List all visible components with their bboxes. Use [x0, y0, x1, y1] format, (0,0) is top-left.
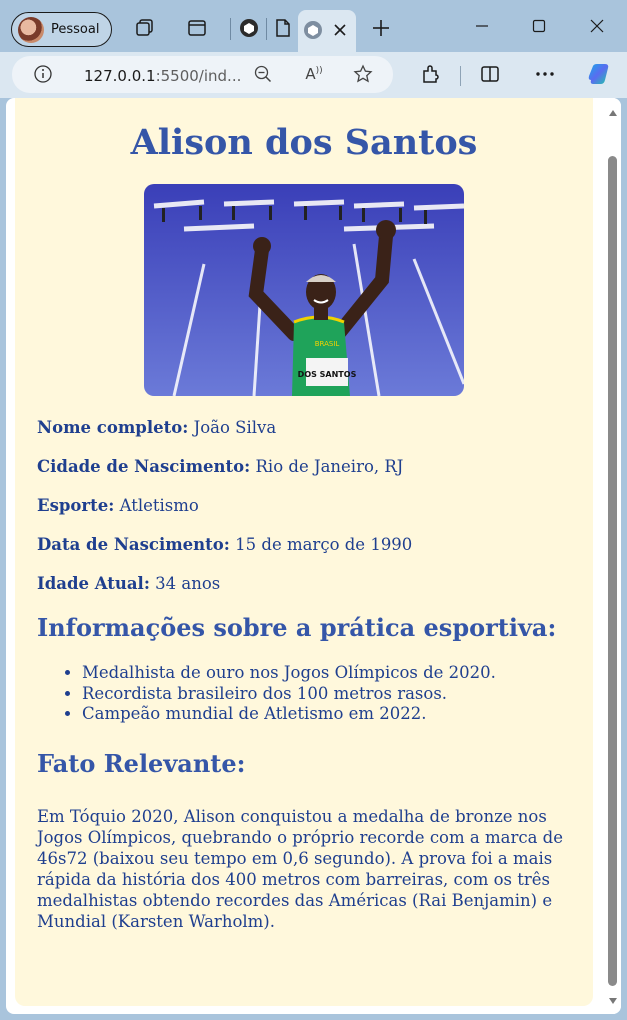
profile-label: Pessoal	[51, 22, 100, 37]
fact-paragraph: Em Tóquio 2020, Alison conquistou a medalha de bronze nos Jogos Olímpicos, quebrando o próprio recorde com a marca de 46s72 (baixou seu tempo em 0,6 segundo). A prova foi a mais rápida da história dos 400 metros com barreiras, com os três medalhistas obtendo recordes das Américas (Rai Benjamin) e Mundial (Karsten Warholm).	[37, 806, 563, 931]
extensions-icon[interactable]	[418, 62, 442, 86]
profile-button[interactable]	[11, 12, 112, 47]
minimize-icon[interactable]	[470, 14, 494, 38]
fact-birth-date: Data de Nascimento: 15 de março de 1990	[37, 535, 413, 554]
close-window-icon[interactable]	[585, 14, 609, 38]
list-item: • Medalhista de ouro nos Jogos Olímpicos de 2020.	[82, 663, 571, 684]
fact-sport: Esporte: Atletismo	[37, 496, 199, 515]
maximize-icon[interactable]	[527, 14, 551, 38]
close-tab-icon[interactable]	[329, 19, 351, 41]
url-host: 127.0.0.1	[84, 67, 156, 85]
page-viewport	[6, 98, 621, 1014]
section-heading-practice: Informações sobre a prática esportiva:	[37, 613, 557, 642]
address-bar[interactable]	[12, 56, 393, 93]
athlete-photo	[144, 184, 464, 396]
scroll-down-icon[interactable]	[608, 996, 618, 1006]
url-text[interactable]	[84, 67, 241, 85]
scroll-up-icon[interactable]	[608, 108, 618, 118]
list-item: • Campeão mundial de Atletismo em 2022.	[82, 704, 571, 725]
more-options-icon[interactable]	[533, 62, 557, 86]
title-bar	[0, 0, 627, 58]
facts-list	[37, 418, 571, 594]
copilot-icon[interactable]	[585, 60, 613, 88]
new-tab-icon[interactable]	[370, 17, 392, 39]
tab-favicon-app[interactable]	[238, 17, 260, 39]
fact-birth-city: Cidade de Nascimento: Rio de Janeiro, RJ	[37, 457, 404, 476]
tab-actions-icon[interactable]	[186, 17, 208, 39]
page-title: Alison dos Santos	[130, 122, 478, 163]
url-path: :5500/ind...	[155, 67, 242, 85]
list-item: • Recordista brasileiro dos 100 metros rasos.	[82, 684, 571, 705]
tab-favicon-document[interactable]	[272, 17, 294, 39]
workspaces-icon[interactable]	[134, 17, 156, 39]
active-tab-favicon	[302, 19, 324, 41]
zoom-icon[interactable]	[251, 62, 275, 86]
section-heading-fact: Fato Relevante:	[37, 748, 246, 778]
scrollbar[interactable]	[605, 98, 621, 1014]
scrollbar-thumb[interactable]	[608, 156, 617, 986]
split-screen-icon[interactable]	[478, 62, 502, 86]
page-content	[15, 98, 593, 1006]
achievements-list	[82, 663, 571, 725]
active-tab[interactable]	[298, 10, 356, 52]
site-info-icon[interactable]	[31, 62, 55, 86]
bib-text: DOS SANTOS	[297, 370, 357, 379]
toolbar	[0, 52, 627, 98]
avatar	[18, 17, 44, 43]
read-aloud-icon[interactable]: A))	[305, 65, 323, 83]
fact-age: Idade Atual: 34 anos	[37, 574, 221, 593]
favorite-star-icon[interactable]	[351, 62, 375, 86]
fact-full-name: Nome completo: João Silva	[37, 418, 277, 437]
shirt-text: BRASIL	[314, 340, 340, 348]
